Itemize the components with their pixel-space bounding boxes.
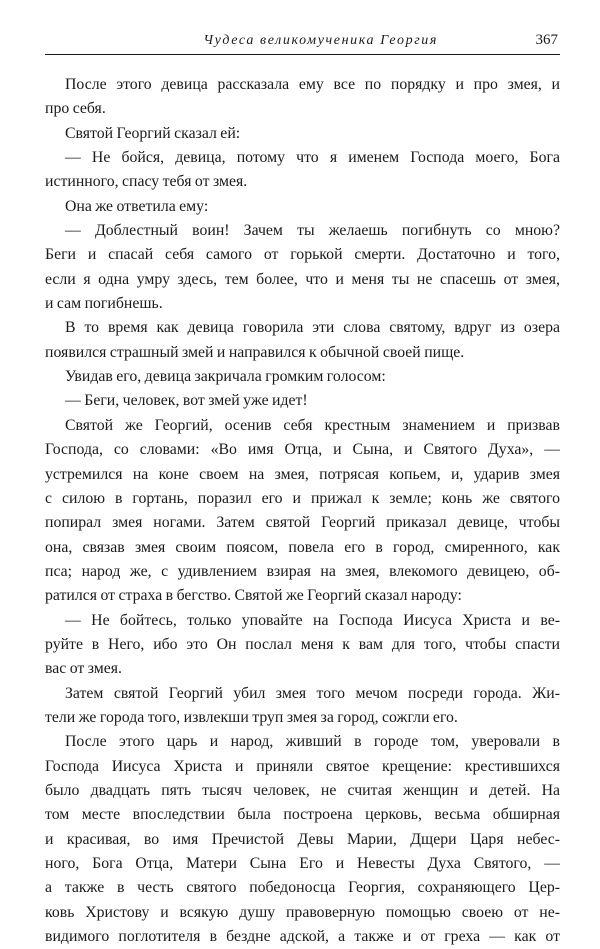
text-line: Святой же Георгий, осенив себя крестным знамением и призвав [65, 416, 560, 434]
text-line: а также в честь святого победоносца Георгия, сохраняющего Цер- [45, 879, 560, 897]
text-line: появился страшный змей и направился к обычной своей пище. [45, 343, 465, 361]
text-line: Увидав его, девица закричала громким голосом: [65, 368, 386, 386]
text-line: и сам погибнешь. [45, 295, 163, 313]
page-number: 367 [535, 32, 558, 48]
text-line: Затем святой Георгий убил змея того мечом посреди города. Жи- [65, 684, 560, 702]
text-line: тели же города того, извлекши труп змея за город, сожгли его. [45, 708, 458, 726]
text-line: После этого девица рассказала ему все по порядку и про змея, и [65, 76, 560, 93]
running-head: Чудеса великомученика Георгия [203, 33, 438, 48]
text-line: — Беги, человек, вот змей уже идет! [65, 392, 308, 410]
text-line: руйте в Него, ибо это Он послал меня к вам для того, чтобы спасти [45, 635, 560, 653]
text-line: устремился на коне своем на змея, потрясая копьем, и, ударив змея [45, 465, 560, 483]
text-line: Господа, со словами: «Во имя Отца, и Сына, и Святого Духа», — [45, 441, 560, 459]
text-line: ковь Христову и всякую душу правоверную помощью своею от не- [45, 903, 560, 921]
text-line: видимого поглотителя в бездне адской, а также и от греха — как от [45, 928, 560, 946]
text-line: попирал змея ногами. Затем святой Георгий приказал девице, чтобы [45, 514, 560, 532]
text-line: и красивая, во имя Пречистой Девы Марии, Дщери Царя небес- [45, 830, 560, 848]
text-line: если я одна умру здесь, тем более, что и меня ты не спасешь от змея, [45, 270, 560, 288]
text-line: В то время как девица говорила эти слова святому, вдруг из озера [65, 319, 560, 337]
text-line: истинного, спасу тебя от змея. [45, 173, 248, 191]
text-line: После этого царь и народ, живший в городе том, уверовали в [65, 733, 560, 751]
text-line: — Не бойтесь, только уповайте на Господа Иисуса Христа и ве- [65, 611, 560, 629]
text-line: она, связав змея своим поясом, повела его в город, смиренного, как [45, 538, 560, 556]
text-line: — Доблестный воин! Зачем ты желаешь погибнуть со мною? [65, 222, 560, 240]
text-line: ного, Бога Отца, Матери Сына Его и Невесты Духа Святого, — [45, 855, 560, 872]
text-line: про себя. [45, 100, 106, 118]
text-line: вас от змея. [45, 660, 123, 678]
text-line: Господа Иисуса Христа и приняли святое крещение: крестившихся [45, 757, 560, 775]
body-text [45, 73, 560, 949]
text-line: с силою в гортань, поразил его и прижал к земле; конь же святого [45, 489, 560, 507]
text-line: ратился от страха в бегство. Святой же Георгий сказал народу: [45, 587, 462, 605]
text-line: Святой Георгий сказал ей: [65, 124, 241, 142]
text-line: пса; народ же, с удивлением взирая на змея, влекомого девицею, об- [45, 562, 560, 580]
text-line: было двадцать пять тысяч человек, не считая женщин и детей. На [45, 781, 560, 799]
text-line: Она же ответила ему: [65, 197, 209, 215]
page-header [45, 32, 560, 55]
text-line: — Не бойся, девица, потому что я именем Господа моего, Бога [65, 149, 560, 167]
text-line: том месте впоследствии была построена церковь, весьма обширная [45, 806, 560, 824]
text-line: Беги и спасай себя самого от горькой смерти. Достаточно и того, [45, 246, 560, 264]
